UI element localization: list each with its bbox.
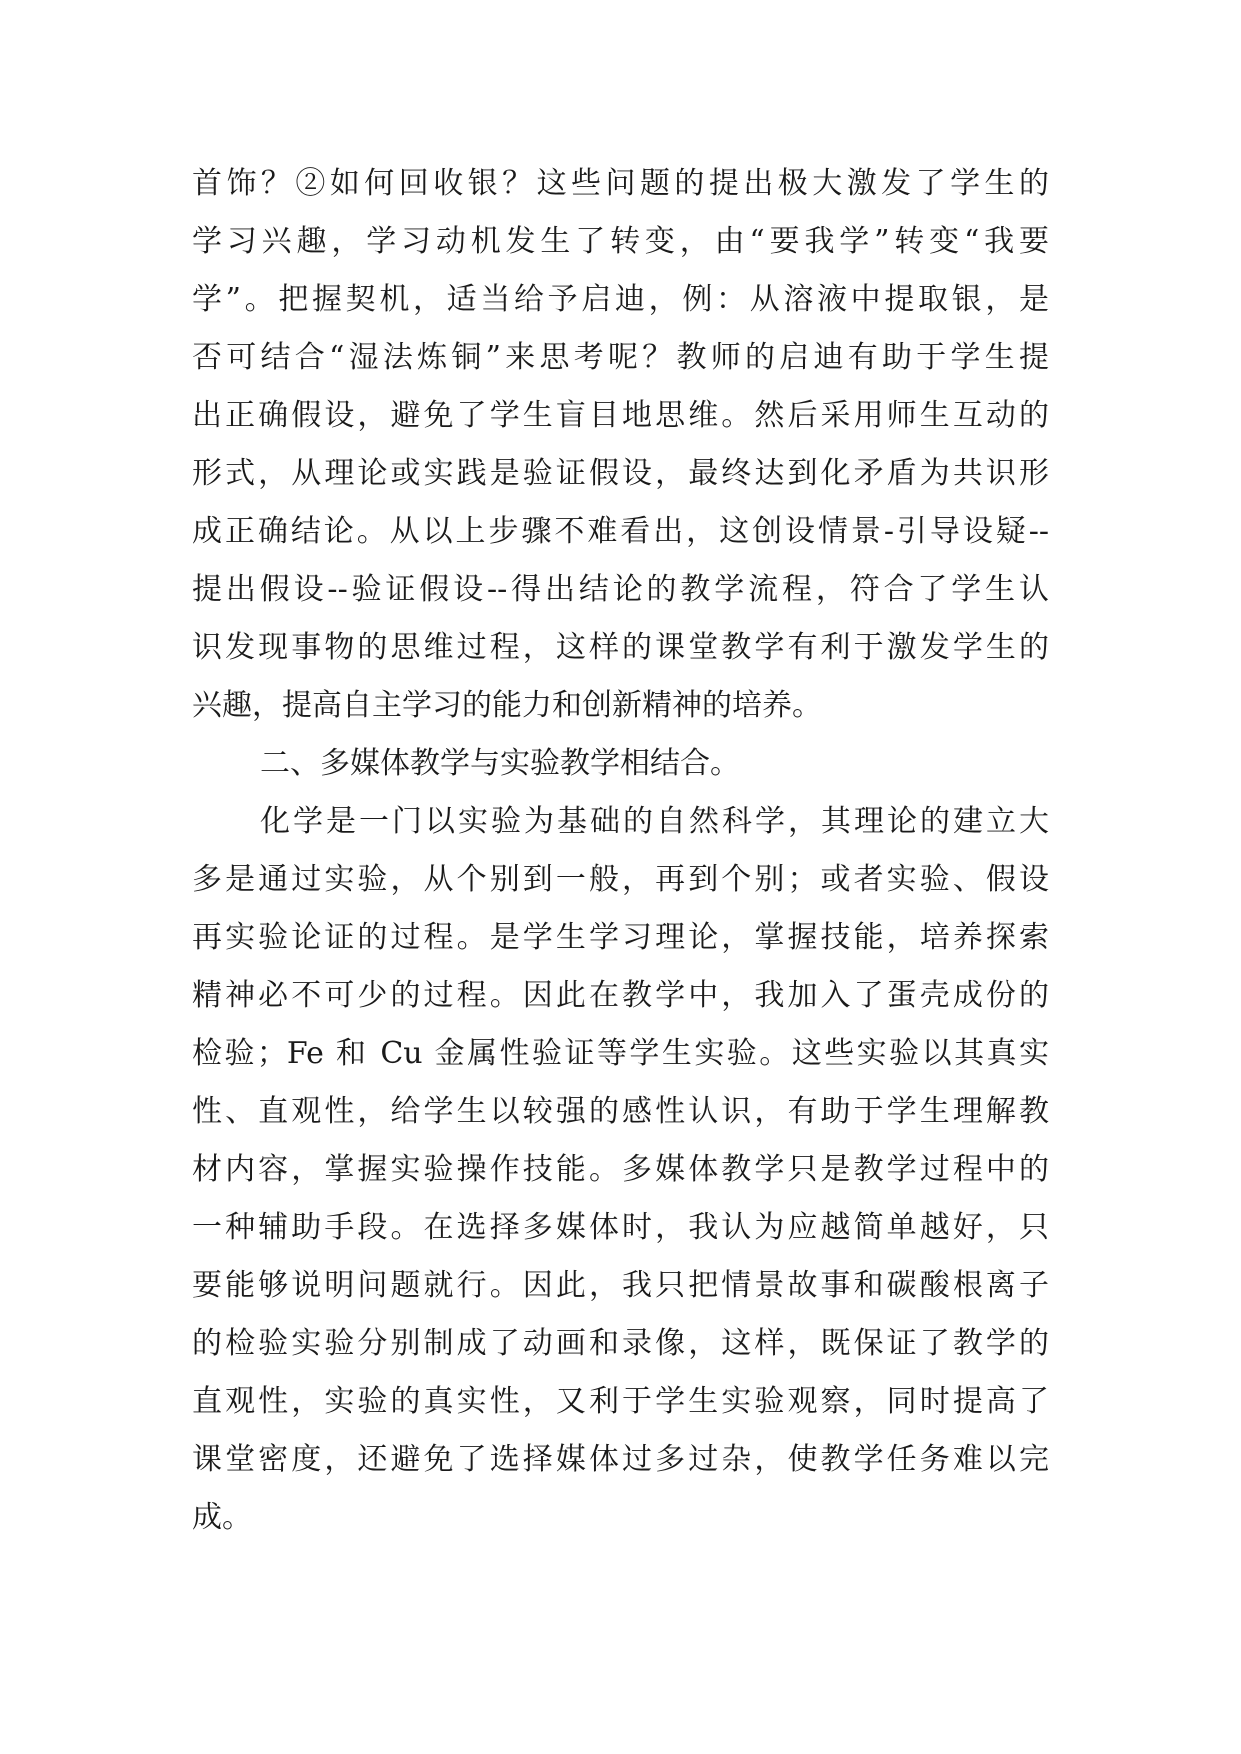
text-line: 一种辅助手段。在选择多媒体时，我认为应越简单越好，只 (192, 1210, 1049, 1245)
text-line: 出正确假设，避免了学生盲目地思维。然后采用师生互动的 (192, 398, 1049, 433)
paragraph-continued (192, 155, 1049, 735)
text-line: 课堂密度，还避免了选择媒体过多过杂，使教学任务难以完 (192, 1442, 1049, 1477)
text-line: 识发现事物的思维过程，这样的课堂教学有利于激发学生的 (192, 630, 1049, 665)
text-line: 直观性，实验的真实性，又利于学生实验观察，同时提高了 (192, 1384, 1049, 1419)
text-line: 精神必不可少的过程。因此在教学中，我加入了蛋壳成份的 (192, 978, 1049, 1013)
heading-line: 二、多媒体教学与实验教学相结合。 (260, 746, 740, 781)
text-line: 材内容，掌握实验操作技能。多媒体教学只是教学过程中的 (192, 1152, 1049, 1187)
text-line: 检验；Fe 和 Cu 金属性验证等学生实验。这些实验以其真实 (192, 1036, 1049, 1071)
text-line: 首饰？②如何回收银？这些问题的提出极大激发了学生的 (192, 166, 1049, 201)
text-line: 提出假设--验证假设--得出结论的教学流程，符合了学生认 (192, 572, 1049, 607)
text-line: 成。 (192, 1500, 252, 1535)
text-line: 否可结合“湿法炼铜”来思考呢？教师的启迪有助于学生提 (192, 340, 1049, 375)
text-line: 性、直观性，给学生以较强的感性认识，有助于学生理解教 (192, 1094, 1049, 1129)
text-line: 化学是一门以实验为基础的自然科学，其理论的建立大 (260, 804, 1049, 839)
text-line: 再实验论证的过程。是学生学习理论，掌握技能，培养探索 (192, 920, 1049, 955)
text-line: 的检验实验分别制成了动画和录像，这样，既保证了教学的 (192, 1326, 1049, 1361)
text-line: 兴趣，提高自主学习的能力和创新精神的培养。 (192, 688, 822, 723)
text-line: 学习兴趣，学习动机发生了转变，由“要我学”转变“我要 (192, 224, 1049, 259)
text-line: 要能够说明问题就行。因此，我只把情景故事和碳酸根离子 (192, 1268, 1049, 1303)
text-line: 多是通过实验，从个别到一般，再到个别；或者实验、假设 (192, 862, 1049, 897)
paragraph (192, 793, 1049, 1547)
text-line: 成正确结论。从以上步骤不难看出，这创设情景-引导设疑-- (192, 514, 1049, 549)
text-line: 学”。把握契机，适当给予启迪，例：从溶液中提取银，是 (192, 282, 1049, 317)
body-text (192, 155, 1049, 1547)
section-heading (192, 735, 1049, 793)
text-line: 形式，从理论或实践是验证假设，最终达到化矛盾为共识形 (192, 456, 1049, 491)
